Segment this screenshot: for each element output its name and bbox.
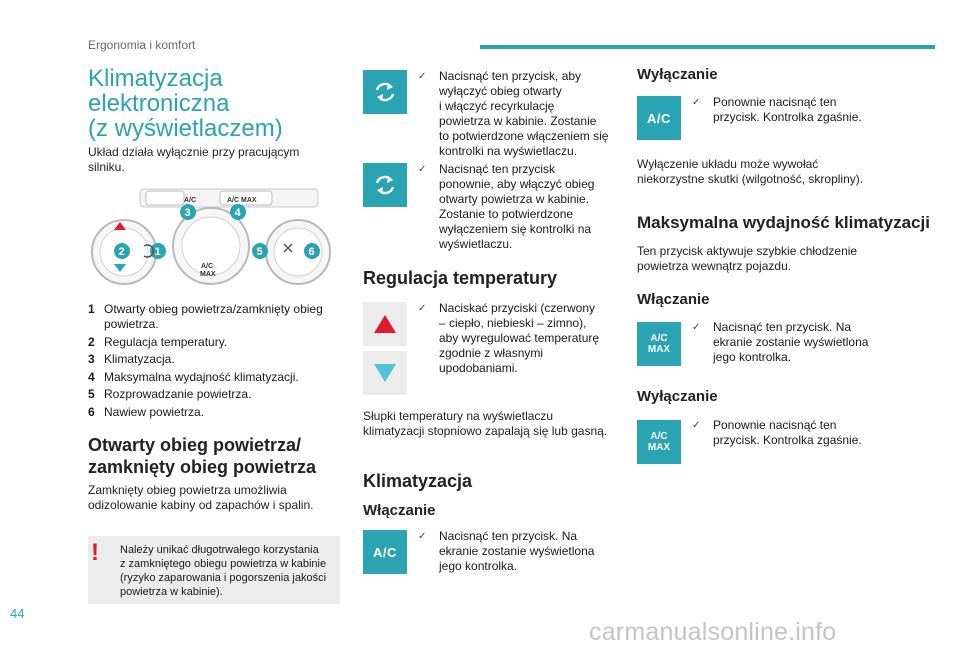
climate-panel-illustration — [84, 186, 338, 288]
legend-text: Maksymalna wydajność klimatyzacji. — [104, 369, 299, 384]
bullet-text: Ponownie nacisnąć ten przycisk. Kontrolka zgaśnie. — [713, 418, 862, 447]
ac-button[interactable] — [363, 530, 407, 574]
ac-heading: Klimatyzacja — [363, 471, 473, 491]
bullet-text: Nacisnąć ten przycisk ponownie, aby włączyć obieg otwarty powietrza w kabinie. Zostanie to potwierdzone wyłączeniem się kontrolki na wyświetlaczu. — [439, 162, 595, 251]
temperature-note: Słupki temperatury na wyświetlaczu klimatyzacji stopniowo zapalają się lub gasną. — [363, 409, 608, 438]
ac-button-label: A/C — [373, 544, 397, 560]
legend-num: 2 — [88, 334, 95, 349]
chapter-title: Ergonomia i komfort — [88, 38, 196, 52]
recirculation-button-again[interactable] — [363, 163, 407, 207]
legend-text: Nawiew powietrza. — [104, 404, 205, 419]
legend-item — [88, 405, 343, 420]
recirculation-text: Zamknięty obieg powietrza umożliwia odizolowanie kabiny od zapachów i spalin. — [88, 483, 314, 512]
acmax-button[interactable] — [637, 322, 681, 366]
recirculation-button[interactable] — [363, 70, 407, 114]
checkbox-icon: ✓ — [692, 97, 701, 108]
temperature-heading: Regulacja temperatury — [363, 268, 558, 288]
page-number: 44 — [10, 606, 25, 621]
acmax-button-label: A/C MAX — [647, 333, 671, 355]
max-on-heading: Włączanie — [637, 291, 710, 308]
intro-text: Układ działa wyłącznie przy pracującym silniku. — [88, 145, 300, 174]
legend-item — [88, 352, 343, 367]
bullet-text: Nacisnąć ten przycisk. Na ekranie zostanie wyświetlona jego kontrolka. — [713, 320, 869, 364]
bullet-max-on — [692, 320, 892, 365]
legend-item — [88, 370, 343, 385]
acmax-button-label: A/C MAX — [647, 431, 671, 453]
legend-text: Otwarty obieg powietrza/zamknięty obieg powietrza. — [104, 302, 323, 331]
ac-off-button[interactable] — [637, 96, 681, 140]
checkbox-icon: ✓ — [418, 164, 427, 175]
legend-num: 3 — [88, 352, 95, 366]
marker-3: 3 — [184, 207, 191, 219]
bullet-text: Naciskać przyciski (czerwony – ciepło, niebieski – zimno), aby wyregulować temperaturę zgodnie z własnymi upodobaniami. — [439, 301, 600, 375]
bullet-ac-off — [692, 95, 892, 125]
legend-item — [88, 387, 343, 402]
legend-num: 6 — [88, 404, 95, 419]
bullet-max-off — [692, 418, 892, 448]
legend-num: 5 — [88, 387, 95, 401]
legend-num: 1 — [88, 302, 95, 316]
bullet-recirc-on — [418, 69, 618, 159]
knob-acmax-line: A/C — [201, 263, 214, 270]
legend-text: Klimatyzacja. — [104, 352, 175, 366]
marker-6: 6 — [308, 246, 315, 258]
ac-on-heading: Włączanie — [363, 502, 436, 519]
triangle-down-blue-icon — [374, 364, 396, 382]
warning-icon: ! — [91, 539, 99, 566]
marker-1: 1 — [154, 246, 161, 258]
ac-strip-label: A/C — [184, 197, 197, 204]
page-title-line: elektroniczna — [88, 90, 230, 117]
legend-list — [88, 302, 343, 422]
temperature-up-button[interactable] — [363, 302, 407, 346]
checkbox-icon: ✓ — [418, 71, 427, 82]
warning-text: Należy unikać długotrwałego korzystania z zamkniętego obiegu powietrza w kabinie (ryzyko zaparowania i pogorszenia jakości powietrza w kabinie). — [120, 544, 327, 598]
legend-item — [88, 302, 343, 332]
marker-2: 2 — [118, 246, 125, 258]
checkbox-icon: ✓ — [692, 322, 701, 333]
recirculation-icon — [372, 172, 398, 198]
ac-button-label: A/C — [647, 110, 671, 126]
bullet-ac-on — [418, 529, 618, 574]
ac-off-note: Wyłączenie układu może wywołać niekorzystne skutki (wilgotność, skropliny). — [637, 157, 864, 186]
page-title — [88, 66, 338, 141]
marker-4: 4 — [234, 207, 241, 219]
recirculation-icon — [372, 79, 398, 105]
chapter-bar — [480, 45, 935, 49]
bullet-temperature — [418, 301, 618, 376]
bullet-text: Ponownie nacisnąć ten przycisk. Kontrolka zgaśnie. — [713, 95, 862, 124]
watermark: carmanualsonline.info — [589, 618, 837, 646]
legend-num: 4 — [88, 369, 95, 384]
legend-item — [88, 335, 343, 350]
temperature-down-button[interactable] — [363, 351, 407, 395]
bullet-text: Nacisnąć ten przycisk. Na ekranie zostanie wyświetlona jego kontrolka. — [439, 529, 595, 573]
legend-text: Rozprowadzanie powietrza. — [104, 387, 252, 401]
max-intro: Ten przycisk aktywuje szybkie chłodzenie powietrza wewnątrz pojazdu. — [637, 244, 858, 273]
checkbox-icon: ✓ — [418, 303, 427, 314]
legend-text: Regulacja temperatury. — [104, 334, 228, 349]
page-title-line: Klimatyzacja — [88, 65, 223, 92]
ac-off-heading: Wyłączanie — [637, 66, 718, 83]
max-off-heading: Wyłączanie — [637, 388, 718, 405]
warning-box — [88, 536, 340, 604]
page-title-line: (z wyświetlaczem) — [88, 115, 283, 142]
recirculation-heading: Otwarty obieg powietrza/ zamknięty obieg powietrza — [88, 435, 317, 477]
climate-panel-drawing — [84, 186, 338, 288]
max-heading: Maksymalna wydajność klimatyzacji — [637, 213, 930, 232]
knob-acmax-line: MAX — [200, 271, 216, 278]
bullet-text: Nacisnąć ten przycisk, aby wyłączyć obieg otwarty i włączyć recyrkulację powietrza w kabinie. Zostanie to potwierdzone włączeniem się kontrolki na wyświetlaczu. — [439, 69, 609, 158]
checkbox-icon: ✓ — [692, 420, 701, 431]
marker-5: 5 — [256, 246, 263, 258]
bullet-recirc-off — [418, 162, 618, 252]
acmax-off-button[interactable] — [637, 420, 681, 464]
triangle-up-red-icon — [374, 315, 396, 333]
checkbox-icon: ✓ — [418, 531, 427, 542]
acmax-strip-label: A/C MAX — [227, 197, 257, 204]
